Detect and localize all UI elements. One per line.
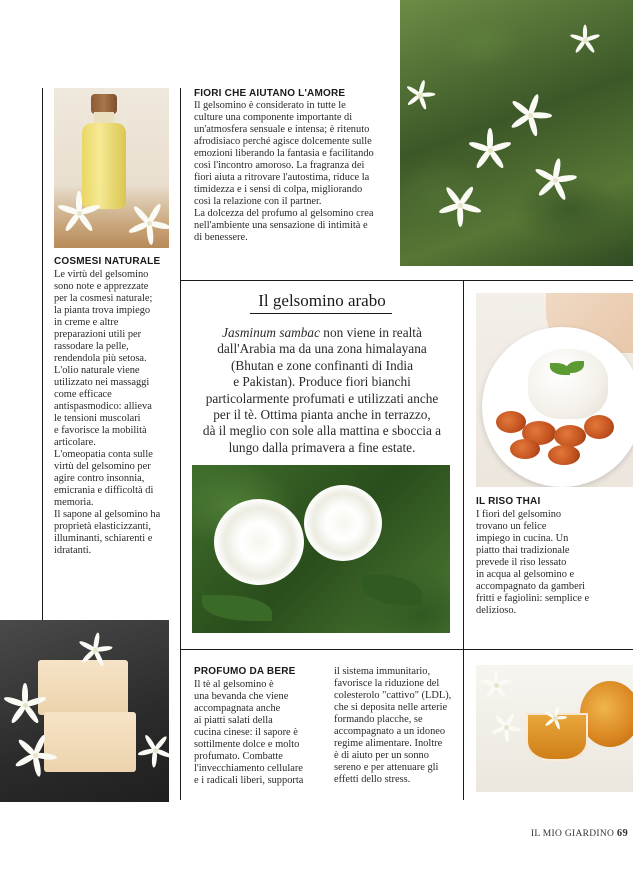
cosmesi-heading: COSMESI NATURALE	[54, 256, 161, 267]
soap-photo	[0, 620, 169, 802]
arabo-species: Jasminum sambac	[222, 325, 320, 340]
rule-bottom-horizontal	[180, 649, 633, 650]
riso-heading: IL RISO THAI	[476, 496, 541, 507]
profumo-heading: PROFUMO DA BERE	[194, 666, 296, 677]
amore-heading: FIORI CHE AIUTANO L'AMORE	[194, 88, 346, 99]
arabo-body-rest: dall'Arabia ma da una zona himalayana (Bhutan e zone confinanti di India e Pakistan). Produce fiori bianchi particolarmente profumati e utilizzati anche per il tè. Ottima pianta anche in terrazzo, dà il meglio con sole alla mattina e sboccia a lungo dalla primavera a fine estate.	[202, 341, 442, 455]
rule-top-horizontal	[180, 280, 633, 281]
rule-left-vertical	[42, 88, 43, 620]
profumo-col1: Il tè al gelsomino è una bevanda che viene accompagnata anche ai piatti salati della cucina cinese: il sapore è sottilmente dolce e molto profumato. Combatte l'invecchiamento cellulare e i radicali liberi, supporta	[194, 679, 304, 786]
jasmine-sambac-photo	[192, 465, 450, 633]
profumo-col2: il sistema immunitario, favorisce la riduzione del colesterolo "cattivo" (LDL), che si deposita nelle arterie formando placche, se accompagnato a un idoneo regime alimentare. Inoltre è di aiuto per un sonno sereno e per attenuare gli effetti dello stress.	[334, 666, 452, 785]
arabo-body-line1: non viene in realtà	[319, 325, 422, 340]
arabo-body	[190, 325, 454, 456]
arabo-title: Il gelsomino arabo	[258, 291, 386, 310]
jasmine-tea-photo	[476, 665, 633, 792]
page-number: 69	[616, 828, 628, 839]
amore-body: Il gelsomino è considerato in tutte le culture una componente importante di un'atmosfera sensuale e intensa; è ritenuto afrodisiaco perché agisce dolcemente sulle emozioni liberando la fantasia e facilitando così l'incontro amoroso. La fragranza dei fiori aiuta a ritrovare l'autostima, riduce la timidezza e i sensi di colpa, migliorando così la relazione con il partner. La dolcezza del profumo al gelsomino crea nell'ambiente una sensazione di intimità e di benessere.	[194, 100, 374, 243]
rule-center-left-vertical	[180, 88, 181, 800]
rule-center-right-vertical	[463, 280, 464, 800]
cosmesi-body: Le virtù del gelsomino sono note e apprezzate per la cosmesi naturale; la pianta trova impiego in creme e altre preparazioni utili per rassodare la pelle, rendendola più setosa. L'olio naturale viene utilizzato nei massaggi come efficace antispasmodico: allieva le tensioni muscolari e favorisce la mobilità articolare. L'omeopatia conta sulle virtù del gelsomino per agire contro insonnia, emicrania e difficoltà di memoria. Il sapone al gelsomino ha proprietà elasticizzanti, illuminanti, schiarenti e idratanti.	[54, 269, 161, 556]
jasmine-field-photo	[400, 0, 633, 266]
riso-body: I fiori del gelsomino trovano un felice impiego in cucina. Un piatto thai tradizionale prevede il riso lessato in acqua al gelsomino e accompagnato da gamberi fritti e fagiolini: semplice e delizioso.	[476, 509, 590, 616]
page-footer	[488, 828, 628, 839]
arabo-title-underline	[250, 313, 392, 314]
oil-bottle-photo	[54, 88, 169, 248]
thai-rice-photo	[476, 293, 633, 487]
magazine-name: IL MIO GIARDINO	[530, 829, 615, 839]
